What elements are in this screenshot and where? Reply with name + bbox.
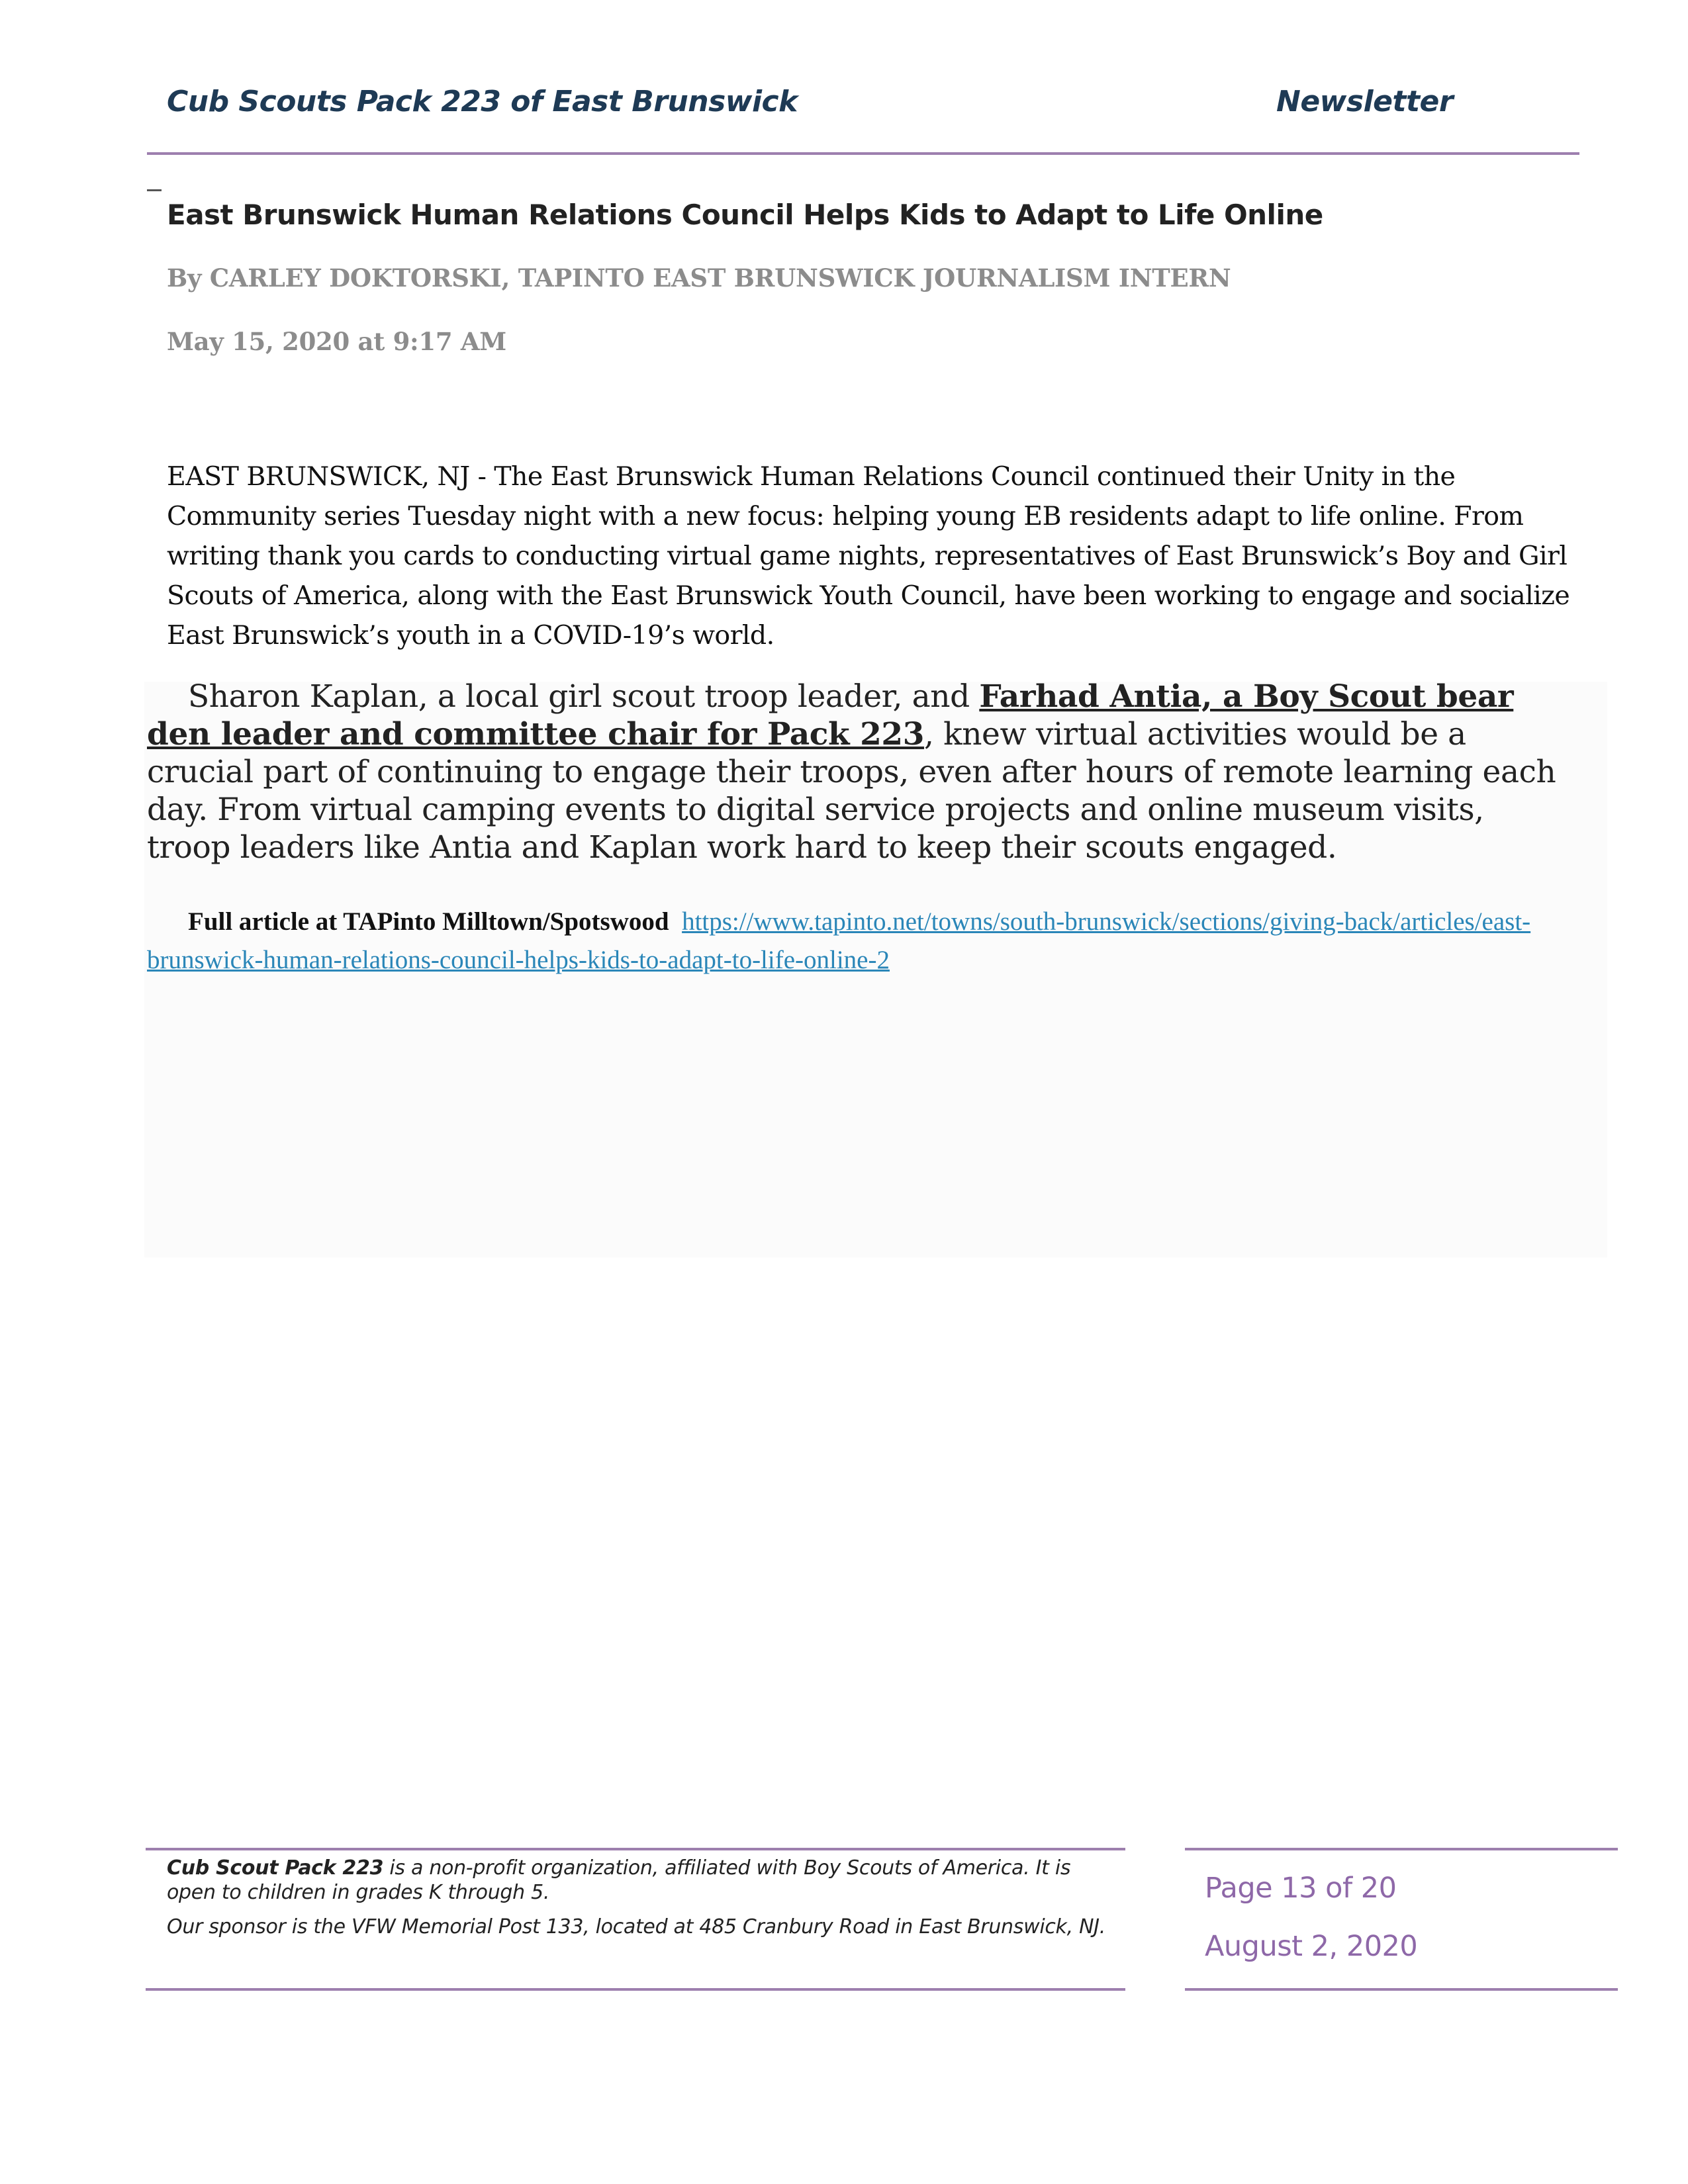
decorative-dash [147,189,162,191]
footer-left-bottom-rule [146,1988,1125,1991]
footer-right-top-rule [1185,1848,1618,1850]
footer-org-name: Cub Scout Pack 223 [167,1856,384,1880]
footer-org-desc-text: is a non-profit organization, affiliated with Boy Scouts of America. It is open to children in grades K through 5. [167,1856,1071,1904]
article-byline: By CARLEY DOKTORSKI, TAPINTO EAST BRUNSWICK JOURNALISM INTERN [167,263,1231,293]
para2-intro-text: Sharon Kaplan, a local girl scout troop leader, and [188,678,980,715]
para2-body-text: , knew virtual activities would be a crucial part of continuing to engage their troops, even after hours of remote learning each day. From virtual camping events to digital service projects and online museum visits, troop leaders like Antia and Kaplan work hard to keep their scouts engaged. [147,716,1556,866]
article-headline: East Brunswick Human Relations Council Helps Kids to Adapt to Life Online [167,199,1323,231]
footer-page-number: Page 13 of 20 [1205,1872,1397,1905]
footer-org-description [167,1856,1120,1905]
full-article-url-link[interactable]: https://www.tapinto.net/towns/south-brunswick/sections/giving-back/articles/east-brunswick-human-relations-council-helps-kids-to-adapt-to-life-online-2 [147,907,1531,974]
newsletter-org-title: Cub Scouts Pack 223 of East Brunswick [167,85,798,118]
footer-sponsor: Our sponsor is the VFW Memorial Post 133, located at 485 Cranbury Road in East Brunswick, NJ. [167,1915,1106,1938]
newsletter-label: Newsletter [1276,85,1454,118]
farhad-antia-link[interactable]: Farhad Antia, a Boy Scout bear den leader and committee chair for Pack 223 [147,678,1514,752]
article-date: May 15, 2020 at 9:17 AM [167,327,506,356]
full-article-reference [147,903,1577,979]
footer-left-top-rule [146,1848,1125,1850]
header-divider [147,152,1579,155]
footer-issue-date: August 2, 2020 [1205,1930,1418,1963]
footer-right-bottom-rule [1185,1988,1618,1991]
full-article-label: Full article at TAPinto Milltown/Spotswood [188,907,669,936]
article-second-paragraph [147,678,1564,866]
article-lead-paragraph: EAST BRUNSWICK, NJ - The East Brunswick Human Relations Council continued their Unity in the Community series Tuesday night with a new focus: helping young EB residents adapt to life online. From writing thank you cards to conducting virtual game nights, representatives of East Brunswick’s Boy and Girl Scouts of America, along with the East Brunswick Youth Council, have been working to engage and socialize East Brunswick’s youth in a COVID-19’s world. [167,461,1570,651]
